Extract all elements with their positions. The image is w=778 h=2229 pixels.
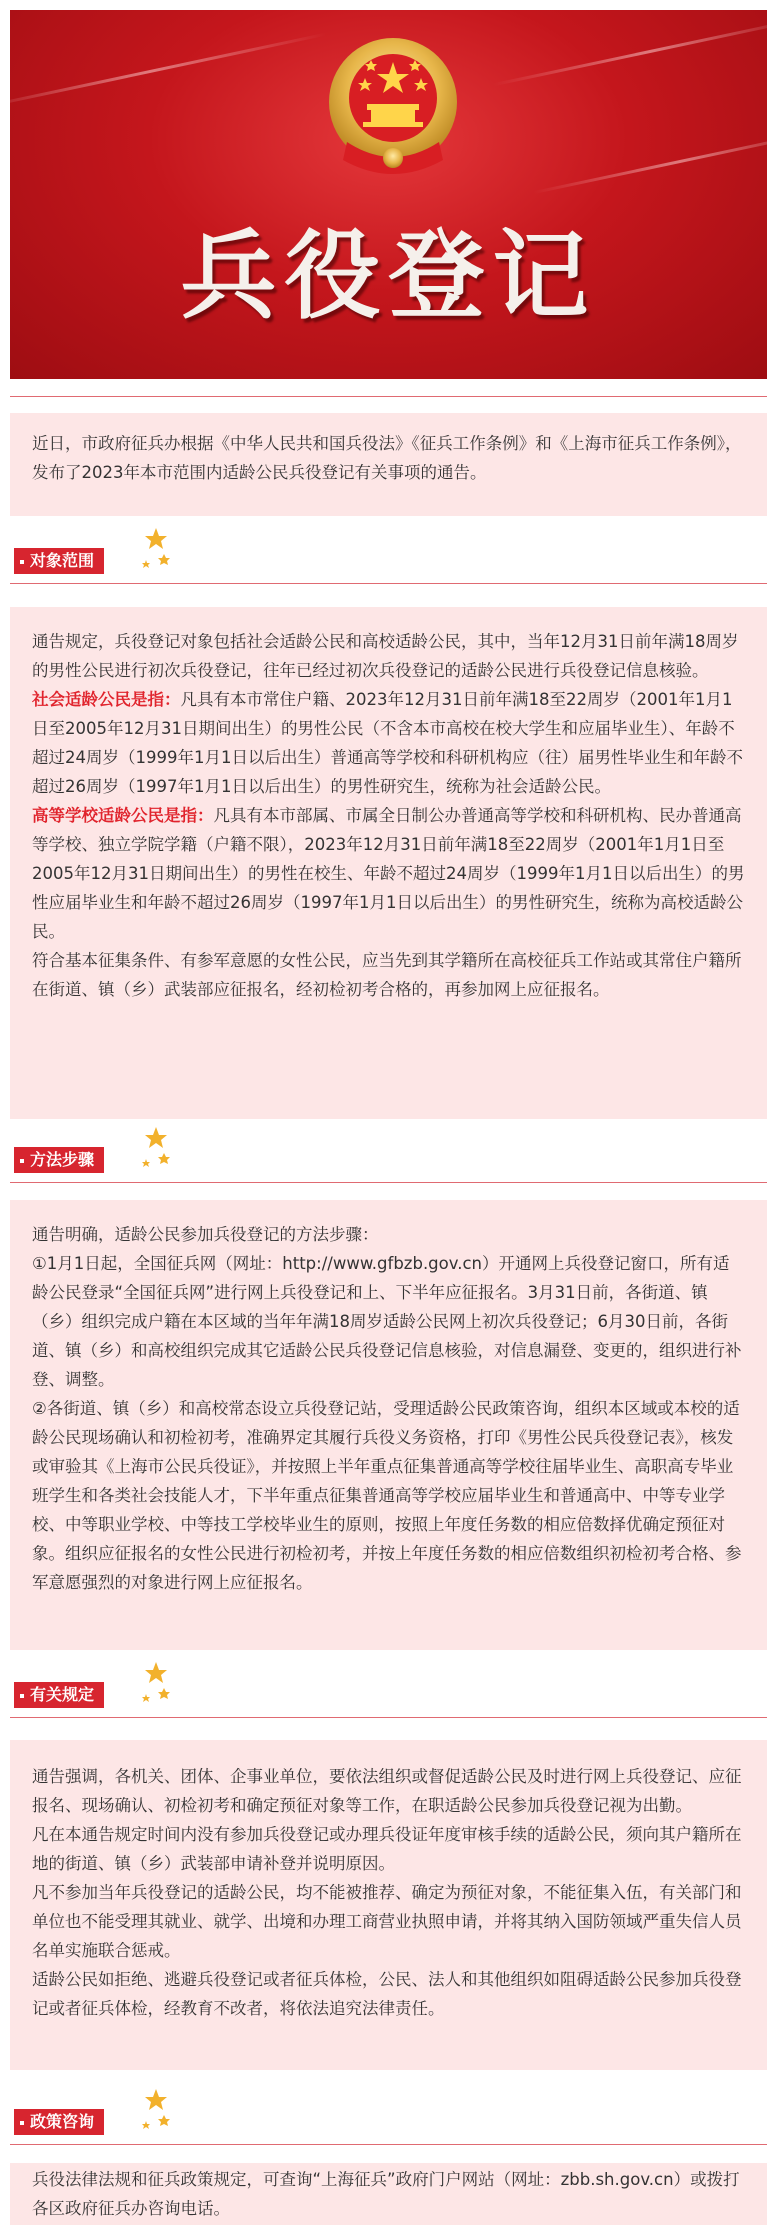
intro-text: 近日，市政府征兵办根据《中华人民共和国兵役法》《征兵工作条例》和《上海市征兵工作条例》，发布了2023年本市范围内适龄公民兵役登记有关事项的通告。 [32, 434, 742, 482]
method-box [10, 1200, 767, 1650]
section-title: 政策咨询 [30, 2112, 95, 2131]
light-streak [10, 33, 326, 111]
stars-icon [138, 1660, 174, 1710]
section-header-scope [10, 524, 767, 584]
paragraph: 适龄公民如拒绝、逃避兵役登记或者征兵体检，公民、法人和其他组织如阻碍适龄公民参加兵役登记或者征兵体检，经教育不改者，将依法追究法律责任。 [32, 1970, 742, 2018]
section-tag [14, 1682, 104, 1708]
scope-box [10, 607, 767, 1119]
section-header-method [10, 1123, 767, 1183]
banner-title: 兵役登记 [180, 220, 597, 332]
paragraph: 兵役法律法规和征兵政策规定，可查询“上海征兵”政府门户网站（网址：zbb.sh.gov.cn）或拨打各区政府征兵办咨询电话。 [32, 2170, 740, 2218]
stars-icon [138, 1125, 174, 1175]
paragraph: 通告明确，适龄公民参加兵役登记的方法步骤： [32, 1225, 379, 1244]
section-tag [14, 1147, 104, 1173]
rules-box [10, 1740, 767, 2070]
consult-box [10, 2163, 767, 2225]
national-emblem-icon [325, 32, 461, 182]
section-tag [14, 2109, 104, 2135]
section-title: 有关规定 [30, 1685, 95, 1704]
paragraph: 社会适龄公民是指：凡具有本市常住户籍、2023年12月31日前年满18至22周岁（2001年1月1日至2005年12月31日期间出生）的男性公民（不含本市高校在校大学生和应届毕业生）、年龄不超过24周岁（1999年1月1日以后出生）普通高等学校和科研机构应（往）届男性毕业生和年龄不超过26周岁（1997年1月1日以后出生）的男性研究生，统称为社会适龄公民。 [32, 690, 743, 796]
section-title: 对象范围 [30, 551, 95, 570]
paragraph: ①1月1日起，全国征兵网（网址：http://www.gfbzb.gov.cn）开通网上兵役登记窗口，所有适龄公民登录“全国征兵网”进行网上兵役登记和上、下半年应征报名。3月31日前，各街道、镇（乡）组织完成户籍在本区域的当年年满18周岁适龄公民网上初次兵役登记；6月30日前，各街道、镇（乡）和高校组织完成其它适龄公民兵役登记信息核验，对信息漏登、变更的，组织进行补登、调整。 [32, 1254, 742, 1389]
section-header-rules [10, 1658, 767, 1718]
paragraph: 通告强调，各机关、团体、企事业单位，要依法组织或督促适龄公民及时进行网上兵役登记、应征报名、现场确认、初检初考和确定预征对象等工作，在职适龄公民参加兵役登记视为出勤。 [32, 1767, 742, 1815]
highlight-label: 社会适龄公民是指： [32, 690, 181, 709]
paragraph: 凡不参加当年兵役登记的适龄公民，均不能被推荐、确定为预征对象，不能征集入伍，有关部门和单位也不能受理其就业、就学、出境和办理工商营业执照申请，并将其纳入国防领域严重失信人员名单实施联合惩戒。 [32, 1883, 742, 1960]
section-header-consult [10, 2085, 767, 2145]
highlight-label: 高等学校适龄公民是指： [32, 806, 214, 825]
paragraph: ②各街道、镇（乡）和高校常态设立兵役登记站，受理适龄公民政策咨询，组织本区域或本校的适龄公民现场确认和初检初考，准确界定其履行兵役义务资格，打印《男性公民兵役登记表》，核发或审验其《上海市公民兵役证》，并按照上半年重点征集普通高等学校往届毕业生、高职高专毕业班学生和各类社会技能人才，下半年重点征集普通高等学校应届毕业生和普通高中、中等专业学校、中等职业学校、中等技工学校毕业生的原则，按照上年度任务数的相应倍数择优确定预征对象。组织应征报名的女性公民进行初检初考，并按上年度任务数的相应倍数组织初检初考合格、参军意愿强烈的对象进行网上应征报名。 [32, 1399, 742, 1592]
section-tag [14, 548, 104, 574]
paragraph: 高等学校适龄公民是指：凡具有本市部属、市属全日制公办普通高等学校和科研机构、民办普通高等学校、独立学院学籍（户籍不限），2023年12月31日前年满18至22周岁（2001年1月1日至2005年12月31日期间出生）的男性在校生、年龄不超过24周岁（1999年1月1日以后出生）的男性应届毕业生和年龄不超过26周岁（1997年1月1日以后出生）的男性研究生，统称为高校适龄公民。 [32, 806, 745, 941]
banner-image [10, 10, 767, 379]
divider [10, 396, 767, 397]
paragraph: 通告规定，兵役登记对象包括社会适龄公民和高校适龄公民，其中，当年12月31日前年满18周岁的男性公民进行初次兵役登记，往年已经过初次兵役登记的适龄公民进行兵役登记信息核验。 [32, 632, 739, 680]
paragraph: 符合基本征集条件、有参军意愿的女性公民，应当先到其学籍所在高校征兵工作站或其常住户籍所在街道、镇（乡）武装部应征报名，经初检初考合格的，再参加网上应征报名。 [32, 951, 742, 999]
stars-icon [138, 526, 174, 576]
paragraph: 凡在本通告规定时间内没有参加兵役登记或办理兵役证年度审核手续的适龄公民，须向其户籍所在地的街道、镇（乡）武装部申请补登并说明原因。 [32, 1825, 742, 1873]
light-streak [493, 17, 767, 86]
light-streak [533, 129, 767, 194]
stars-icon [138, 2087, 174, 2137]
intro-box [10, 413, 767, 516]
section-title: 方法步骤 [30, 1150, 95, 1169]
